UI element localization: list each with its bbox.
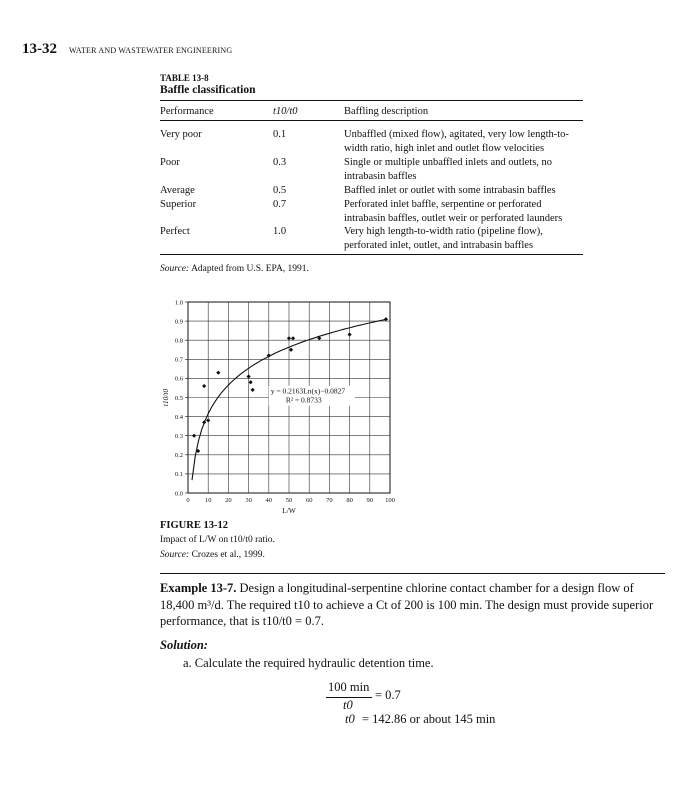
table-cell-ratio: 0.1 [273,129,287,140]
example-body: Design a longitudinal-serpentine chlorine contact chamber for a design flow of 18,400 m³/d. The required t10 to achieve a Ct of 200 is 100 min. The design must provide superior performance, that is t10/t0 = 0.7. [160,581,654,628]
chart-y-tick-label: 0.0 [174,490,183,498]
chart-data-point [216,371,220,375]
table-cell-ratio: 0.7 [273,199,287,210]
chart-data-point [249,380,253,384]
figure-source-label: Source: [160,550,190,560]
table-cell-performance: Poor [160,157,180,168]
example-paragraph [160,580,665,630]
chart-y-tick-label: 0.8 [174,337,183,345]
chart-data-point [202,420,206,424]
table-title: Baffle classification [160,84,256,96]
chart-x-tick-label: 20 [225,497,232,504]
chart-y-tick-label: 0.1 [174,471,183,479]
example-title: Example 13-7. [160,581,237,595]
table-label: TABLE 13-8 [160,73,209,83]
chart-x-tick-label: 60 [305,497,313,504]
chart-y-tick-label: 0.4 [174,413,183,421]
figure-caption: Impact of L/W on t10/t0 ratio. [160,535,275,545]
chart-y-tick-label: 0.2 [174,452,183,460]
table-bottom-rule [160,254,583,255]
solution-label: Solution: [160,638,208,652]
chart-y-tick-label: 0.5 [174,394,183,402]
table-source-label: Source: [160,264,190,274]
chart-x-tick-label: 30 [245,497,252,504]
chart-x-tick-label: 10 [204,497,212,504]
table-cell-performance: Perfect [160,226,190,237]
chart-data-point [287,336,291,340]
chart-data-point [251,388,255,392]
table-cell-description: Perforated inlet baffle, serpentine or perforated intrabasin baffles, outlet weir or perforated launders [344,199,563,224]
table-header-performance: Performance [160,106,214,117]
chart-x-tick-label: 70 [326,497,333,504]
figure-source-text: Crozes et al., 1999. [191,550,265,560]
equation-numerator: 100 min [328,680,370,694]
chart-x-tick-label: 100 [385,497,395,504]
figure-chart [160,290,420,525]
example-rule [160,573,665,574]
chart-data-point [348,332,352,336]
chart-data-point [247,374,251,378]
chart-data-point [192,434,196,438]
chart-svg [160,290,420,520]
table-source-text: Adapted from U.S. EPA, 1991. [191,264,309,274]
running-head: WATER AND WASTEWATER ENGINEERING [69,46,233,55]
chart-x-tick-label: 80 [346,497,353,504]
chart-r2-label: R² = 0.8733 [285,395,322,405]
equation-rhs: = 0.7 [375,688,401,702]
page-header [22,40,232,58]
table-cell-performance: Very poor [160,129,202,140]
table-cell-ratio: 0.3 [273,157,287,168]
chart-data-point [206,418,210,422]
chart-x-axis-title: L/W [282,506,296,515]
chart-y-tick-label: 1.0 [174,299,183,307]
table-cell-performance: Superior [160,199,197,210]
chart-x-tick-label: 50 [285,497,293,504]
chart-y-tick-label: 0.9 [174,318,183,326]
figure-source [160,550,265,560]
table-cell-ratio: 1.0 [273,226,287,237]
chart-data-point [202,384,206,388]
chart-data-point [291,336,295,340]
table-cell-description: Unbaffled (mixed flow), agitated, very low length-to-width ratio, high inlet and outlet flow velocities [344,129,569,154]
table-cell-performance: Average [160,185,195,196]
figure-label: FIGURE 13-12 [160,520,228,531]
table-cell-ratio: 0.5 [273,185,287,196]
chart-x-tick-label: 90 [366,497,374,504]
table-cell-description: Single or multiple unbaffled inlets and outlets, no intrabasin baffles [344,157,553,182]
table-cell-description: Baffled inlet or outlet with some intrabasin baffles [344,185,556,196]
chart-x-tick-label: 40 [265,497,273,504]
page-number: 13-32 [22,41,57,57]
chart-y-axis-title: t10/t0 [161,388,170,407]
table-header-ratio: t10/t0 [273,106,298,117]
chart-y-tick-label: 0.6 [174,375,183,383]
solution-step-a: a. Calculate the required hydraulic detention time. [183,656,434,670]
chart-data-point [384,317,388,321]
table-header-rule [160,120,583,121]
equation-result-lhs: t0 [345,712,355,726]
equation-result: = 142.86 or about 145 min [362,712,496,726]
chart-y-tick-label: 0.7 [174,356,183,364]
table-cell-description: Very high length-to-width ratio (pipeline flow), perforated inlet, outlet, and intrabasin baffles [344,226,543,251]
table-top-rule [160,100,583,101]
chart-x-tick-label: 0 [186,497,190,504]
equation-denominator: t0 [343,698,353,712]
table-source [160,264,309,274]
chart-data-point [289,348,293,352]
chart-y-tick-label: 0.3 [174,433,183,440]
chart-equation-label: y = 0.2163Ln(x)−0.0827 [270,386,346,396]
table-header-description: Baffling description [344,106,429,117]
